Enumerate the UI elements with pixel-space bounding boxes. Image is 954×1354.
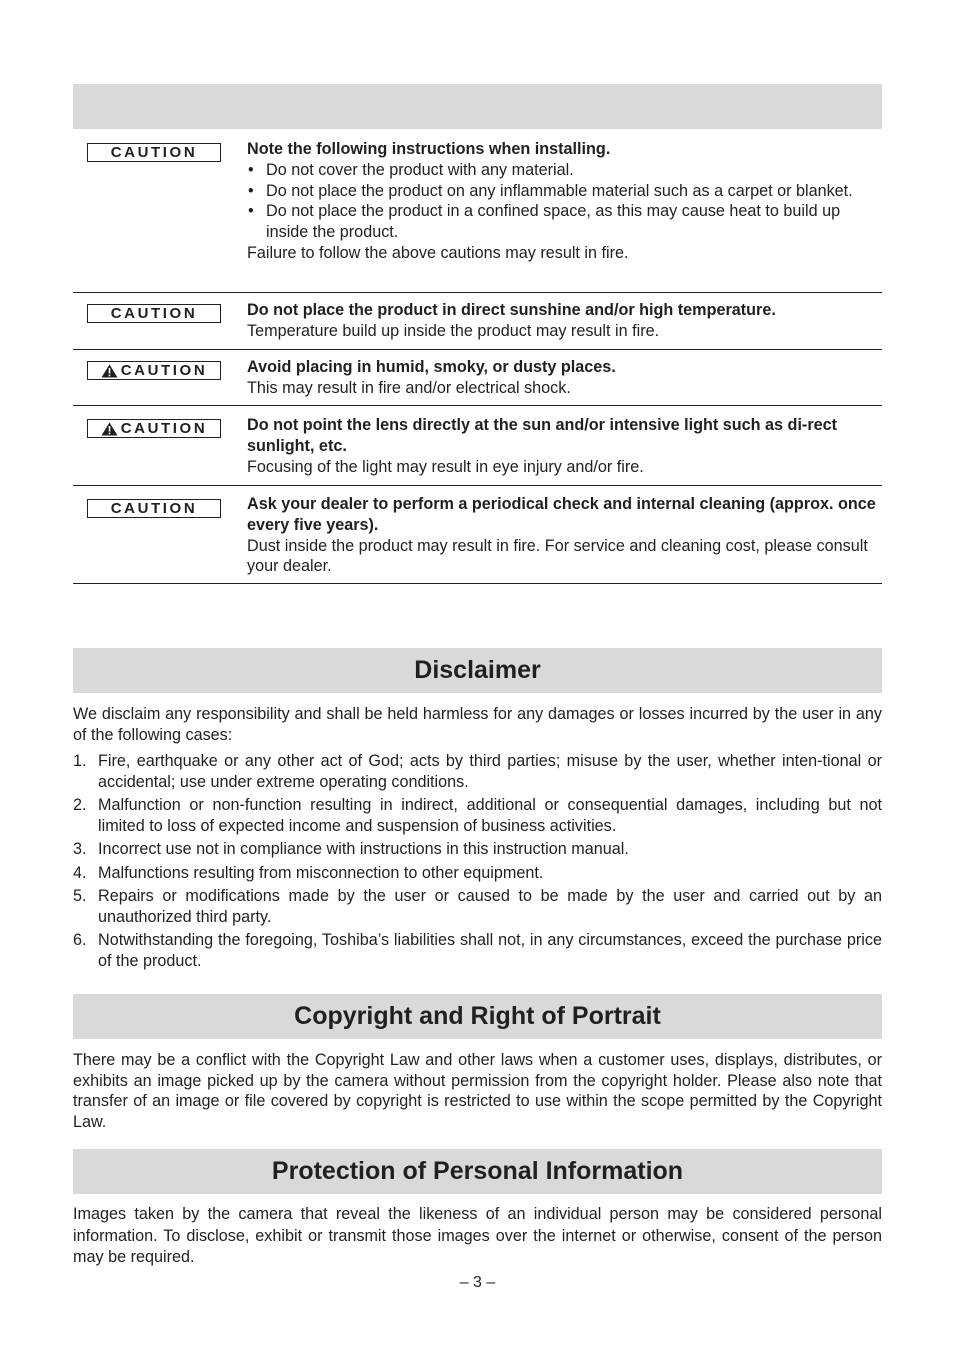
- caution-body: Focusing of the light may result in eye injury and/or fire.: [247, 457, 644, 476]
- list-text: Fire, earthquake or any other act of God; acts by third parties; misuse by the user, whether inten-tional or accidental; use under extreme operating conditions.: [98, 752, 882, 791]
- list-item: • Do not place the product in a confined space, as this may cause heat to build up inside the product.: [247, 201, 883, 243]
- page-number: – 3 –: [459, 1274, 496, 1291]
- list-item: [73, 839, 882, 860]
- list-item: [73, 751, 882, 792]
- caution-text: [247, 300, 883, 342]
- privacy-body: Images taken by the camera that reveal the likeness of an individual person may be considered personal information. To disclose, exhibit or transmit those images over the internet or otherwise, consent of the person may be required.: [73, 1205, 882, 1266]
- caution-heading: Ask your dealer to perform a periodical check and internal cleaning (approx. once every five years).: [247, 495, 876, 534]
- caution-body: Dust inside the product may result in fire. For service and cleaning cost, please consult your dealer.: [247, 536, 868, 576]
- header-band: [73, 84, 882, 129]
- disclaimer-list: [73, 751, 882, 974]
- list-text: Incorrect use not in compliance with instructions in this instruction manual.: [98, 840, 629, 858]
- caution-body: This may result in fire and/or electrical shock.: [247, 378, 571, 397]
- caution-body: Failure to follow the above cautions may result in fire.: [247, 243, 629, 262]
- caution-badge: CAUTION: [87, 419, 221, 438]
- caution-bullet-list: [247, 160, 883, 243]
- caution-text: [247, 357, 883, 399]
- list-number: 6.: [73, 931, 87, 949]
- copyright-body: There may be a conflict with the Copyright Law and other laws when a customer uses, displays, distributes, or exhibits an image picked up by the camera without permission from the copyright holder. Please also note that transfer of an image or file covered by copyright is restricted to use within the scope permitted by the Copyright Law.: [73, 1051, 882, 1131]
- warning-triangle-icon: [101, 364, 118, 378]
- list-item: • Do not cover the product with any material.: [247, 160, 883, 181]
- list-number: 4.: [73, 863, 87, 882]
- caution-heading: Do not place the product in direct sunshine and/or high temperature.: [247, 301, 776, 319]
- caution-badge: CAUTION: [87, 143, 221, 162]
- list-number: 1.: [73, 752, 87, 770]
- caution-heading: Avoid placing in humid, smoky, or dusty places.: [247, 358, 616, 376]
- list-item: [73, 795, 882, 836]
- warning-triangle-icon: [101, 422, 118, 436]
- disclaimer-intro: We disclaim any responsibility and shall be held harmless for any damages or losses incurred by the user in any of the following cases:: [73, 705, 882, 744]
- list-number: 2.: [73, 796, 87, 814]
- list-text: Repairs or modifications made by the user or caused to be made by the user and carried out by an unauthorized third party.: [98, 887, 882, 926]
- caution-heading: Note the following instructions when installing.: [247, 140, 611, 158]
- caution-badge: CAUTION: [87, 499, 221, 518]
- caution-row: [73, 129, 882, 293]
- caution-body: Temperature build up inside the product may result in fire.: [247, 321, 660, 340]
- caution-heading: Do not point the lens directly at the sun and/or intensive light such as di-rect sunlight, etc.: [247, 416, 838, 455]
- caution-row: [73, 293, 882, 350]
- list-item: [73, 863, 882, 884]
- list-text: Notwithstanding the foregoing, Toshiba’s liabilities shall not, in any circumstances, exceed the purchase price of the product.: [98, 931, 882, 970]
- disclaimer-heading: Disclaimer: [73, 648, 882, 693]
- caution-badge: CAUTION: [87, 304, 221, 323]
- copyright-heading: Copyright and Right of Portrait: [73, 994, 882, 1039]
- caution-table: [73, 129, 882, 584]
- list-text: Malfunctions resulting from misconnection to other equipment.: [98, 863, 544, 882]
- list-number: 5.: [73, 887, 87, 905]
- list-item: [73, 886, 882, 927]
- caution-text: [247, 415, 883, 477]
- list-item: • Do not place the product on any inflammable material such as a carpet or blanket.: [247, 181, 883, 202]
- caution-text: [247, 494, 883, 577]
- list-number: 3.: [73, 840, 87, 858]
- list-item: [73, 930, 882, 971]
- caution-row: [73, 486, 882, 584]
- privacy-heading: Protection of Personal Information: [73, 1149, 882, 1194]
- caution-row: [73, 350, 882, 406]
- caution-text: [247, 139, 883, 264]
- list-text: Malfunction or non-function resulting in indirect, additional or consequential damages, including but not limited to loss of expected income and suspension of business activities.: [98, 796, 882, 835]
- caution-row: [73, 406, 882, 486]
- caution-badge: CAUTION: [87, 361, 221, 380]
